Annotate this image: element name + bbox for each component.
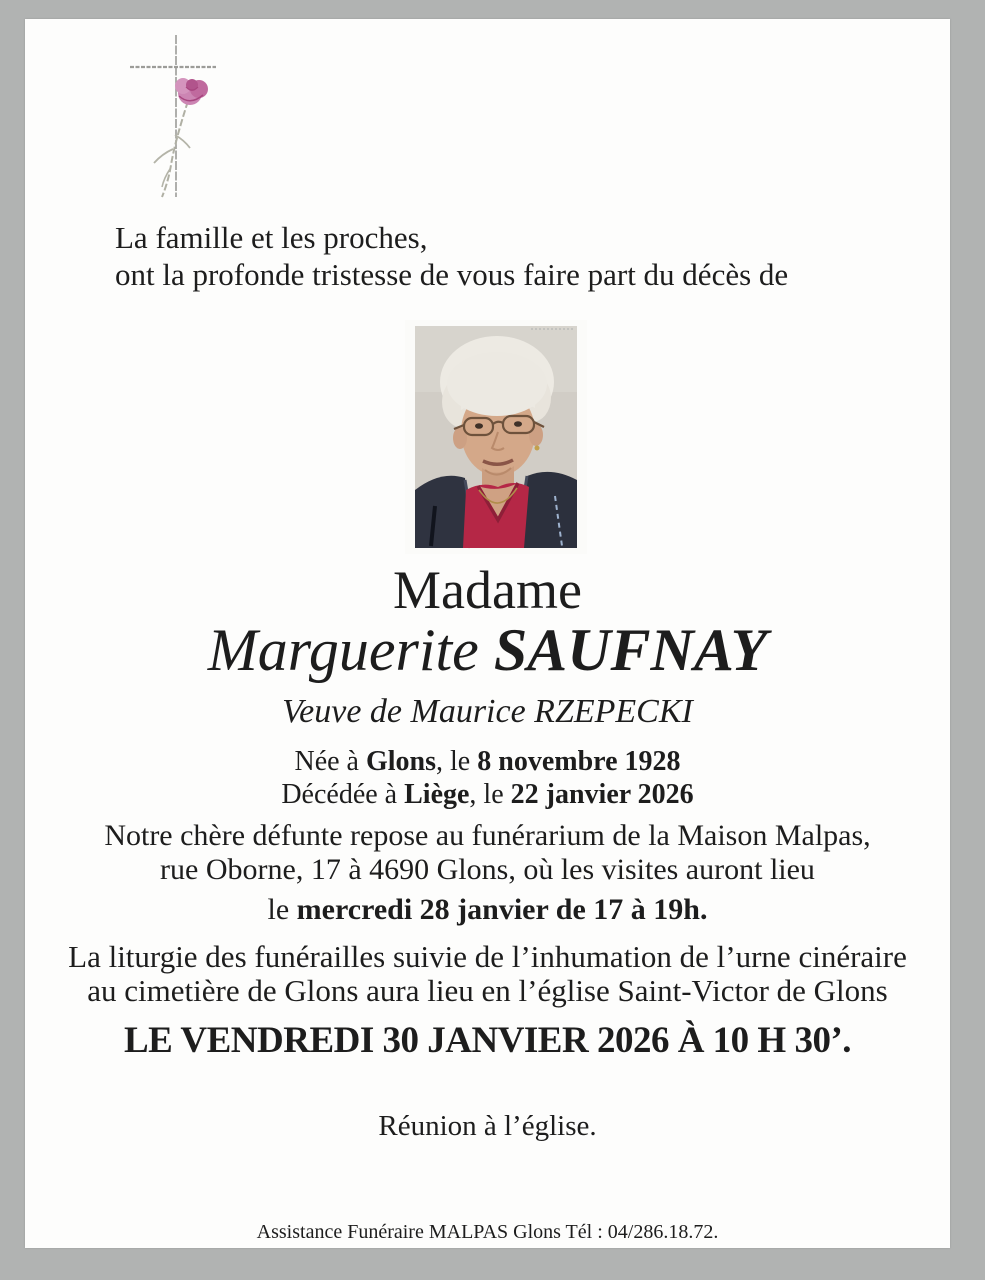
intro-text bbox=[115, 219, 788, 293]
meeting-line: Réunion à l’église. bbox=[378, 1110, 597, 1142]
death-date: 22 janvier 2026 bbox=[510, 779, 694, 810]
birth-date: 8 novembre 1928 bbox=[477, 746, 681, 777]
widow-line: Veuve de Maurice RZEPECKI bbox=[282, 693, 693, 730]
death-line bbox=[25, 779, 950, 811]
intro-line-1: La famille et les proches, bbox=[115, 220, 428, 255]
repose-line-2: rue Oborne, 17 à 4690 Glons, où les visites auront lieu bbox=[160, 853, 815, 886]
deceased-name bbox=[25, 616, 950, 685]
liturgy-line-2: au cimetière de Glons aura lieu en l’église Saint-Victor de Glons bbox=[87, 973, 888, 1008]
liturgy-line-1: La liturgie des funérailles suivie de l’inhumation de l’urne cinéraire bbox=[68, 939, 907, 974]
deceased-family-name: SAUFNAY bbox=[493, 617, 768, 683]
cross-rose-icon bbox=[120, 31, 240, 221]
birth-place: Glons bbox=[366, 746, 437, 777]
intro-line-2: ont la profonde tristesse de vous faire part du décès de bbox=[115, 257, 789, 292]
death-prefix: Décédée à bbox=[281, 779, 405, 810]
death-place: Liège bbox=[404, 779, 470, 810]
birth-line bbox=[25, 746, 950, 778]
ceremony-date-line: LE VENDREDI 30 JANVIER 2026 À 10 H 30’. bbox=[123, 1020, 852, 1061]
repose-line-1: Notre chère défunte repose au funérarium de la Maison Malpas, bbox=[104, 819, 871, 852]
visits-prefix: le bbox=[267, 893, 297, 926]
portrait-photo bbox=[405, 320, 587, 554]
birth-prefix: Née à bbox=[294, 746, 366, 777]
death-connector: , le bbox=[469, 779, 511, 810]
announcement-card bbox=[25, 19, 950, 1248]
repose-paragraph bbox=[25, 819, 950, 887]
birth-connector: , le bbox=[436, 746, 478, 777]
visits-line bbox=[25, 893, 950, 927]
liturgy-paragraph bbox=[25, 940, 950, 1008]
funeral-home-footer: Assistance Funéraire MALPAS Glons Tél : 04/286.18.72. bbox=[256, 1221, 719, 1243]
deceased-given-name: Marguerite bbox=[207, 617, 494, 683]
honorific-title: Madame bbox=[393, 560, 582, 620]
visits-schedule: mercredi 28 janvier de 17 à 19h. bbox=[296, 893, 708, 926]
